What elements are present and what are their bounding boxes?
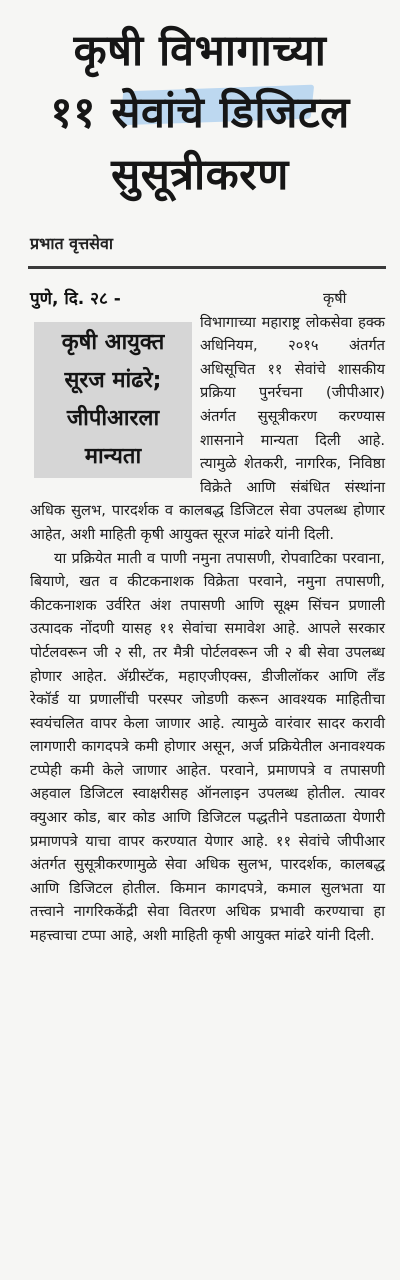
- pullquote-box: [34, 322, 192, 478]
- pullquote-line-3: जीपीआरला: [66, 406, 160, 431]
- pullquote-line-2: सूरज मांढरे;: [64, 368, 162, 393]
- dateline: पुणे, दि. २८ -: [30, 289, 121, 309]
- article-paragraph-2: या प्रक्रियेत माती व पाणी नमुना तपासणी, रोपवाटिका परवाना, बियाणे, खत व कीटकनाशक विक्रेता परवाने, नमुना तपासणी, कीटकनाशक उर्वरित अंश तपासणी आणि सूक्ष्म सिंचन प्रणाली उत्पादक नोंदणी यासह ११ सेवांचा समावेश आहे. आपले सरकार पोर्टलवरून जी २ सी, तर मैत्री पोर्टलवरून जी २ बी सेवा उपलब्ध होणार आहेत. ॲग्रीस्टॅक, महाएजीएक्स, डीजीलॉकर आणि लँड रेकॉर्ड या प्रणालींची परस्पर जोडणी करून आवश्यक माहितीचा स्वयंचलित वापर केला जाणार आहे. त्यामुळे वारंवार सादर करावी लागणारी कागदपत्रे कमी होणार असून, अर्ज प्रक्रियेतील अनावश्यक टप्पेही कमी केले जाणार आहेत. परवाने, प्रमाणपत्रे व तपासणी अहवाल डिजिटल स्वाक्षरीसह ऑनलाइन उपलब्ध होतील. त्यावर क्युआर कोड, बार कोड आणि डिजिटल पद्धतीने पडताळता येणारी प्रमाणपत्रे याचा वापर करण्यात येणार आहे. ११ सेवांचे जीपीआर अंतर्गत सुसूत्रीकरणामुळे सेवा अधिक सुलभ, पारदर्शक, कालबद्ध आणि डिजिटल होतील. किमान कागदपत्रे, कमाल सुलभता या तत्त्वाने नागरिककेंद्री सेवा वितरण अधिक प्रभावी करण्याचा हा महत्त्वाचा टप्पा आहे, अशी माहिती कृषी आयुक्त मांढरे यांनी दिली.: [30, 549, 385, 945]
- headline: [0, 20, 400, 206]
- headline-line-1: कृषी विभागाच्या: [73, 26, 327, 76]
- headline-line-3: सुसूत्रीकरण: [111, 150, 289, 200]
- byline: प्रभात वृत्तसेवा: [30, 234, 113, 253]
- headline-line-2: ११ सेवांचे डिजिटल: [50, 88, 350, 138]
- divider-rule: [28, 266, 386, 269]
- pullquote-line-4: मान्यता: [84, 444, 142, 469]
- article-paragraph-1: कृषी विभागाच्या महाराष्ट्र लोकसेवा हक्क अधिनियम, २०१५ अंतर्गत अधिसूचित ११ सेवांचे शासकीय प्रक्रिया पुनर्रचना (जीपीआर) अंतर्गत सुसूत्रीकरण करण्यास शासनाने मान्यता दिली आहे. त्यामुळे शेतकरी, नागरिक, निविष्ठा विक्रेते आणि संबंधित संस्थांना अधिक सुलभ, पारदर्शक व कालबद्ध डिजिटल सेवा उपलब्ध होणार आहेत, अशी माहिती कृषी आयुक्त सूरज मांढरे यांनी दिली.: [30, 290, 385, 543]
- pullquote-line-1: कृषी आयुक्त: [61, 330, 165, 355]
